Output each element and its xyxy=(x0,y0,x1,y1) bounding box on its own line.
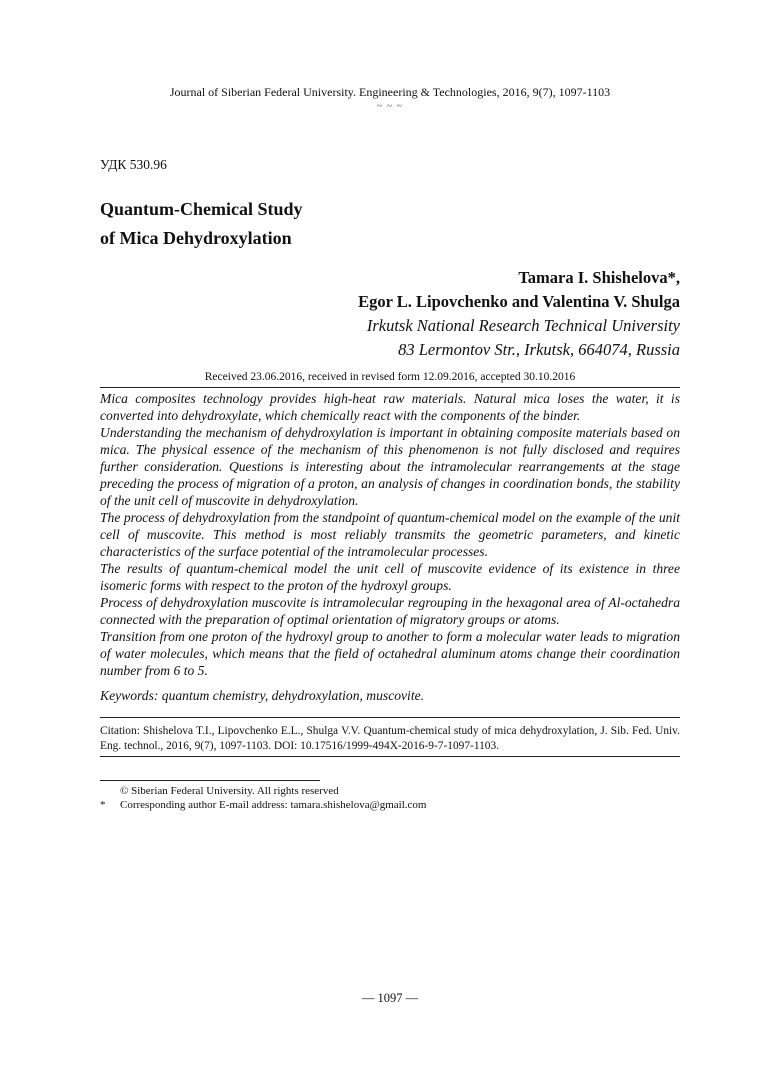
udk-code: УДК 530.96 xyxy=(100,157,167,172)
abstract-top-rule xyxy=(100,387,680,388)
received-dates: Received 23.06.2016, received in revised form 12.09.2016, accepted 30.10.2016 xyxy=(204,371,576,383)
copyright-text: © Siberian Federal University. All rights reserved xyxy=(120,785,339,797)
paper-title xyxy=(100,195,303,253)
abstract-paragraph: Transition from one proton of the hydroxyl group to another to form a molecular water leads to migration of water molecules, which means that the field of octahedral aluminum atoms change their coordination number from 6 to 5. xyxy=(100,629,680,678)
abstract-paragraph: Understanding the mechanism of dehydroxylation is important in obtaining composite materials based on mica. The physical essence of the mechanism of this phenomenon is not fully disclosed and requires further consideration. Questions is interesting about the intramolecular rearrangements at the stage preceding the process of migration of a proton, an analysis of changes in coordination bonds, the stability of the unit cell of muscovite in dehydroxylation. xyxy=(100,425,680,508)
authors-line-1: Tamara I. Shishelova*, xyxy=(518,268,680,287)
abstract-paragraph: Mica composites technology provides high-heat raw materials. Natural mica loses the water, it is converted into dehydroxylate, which chemically react with the components of the binder. xyxy=(100,391,680,423)
paper-title-line-1: Quantum-Chemical Study xyxy=(100,199,303,219)
abstract xyxy=(100,390,680,679)
header-separator: ~ ~ ~ xyxy=(376,101,404,112)
corresponding-author-text: Corresponding author E-mail address: tamara.shishelova@gmail.com xyxy=(120,799,427,811)
footnotes xyxy=(100,784,426,812)
paper-title-line-2: of Mica Dehydroxylation xyxy=(100,228,292,248)
abstract-paragraph: Process of dehydroxylation muscovite is intramolecular regrouping in the hexagonal area of Al-octahedra connected with the preparation of optimal orientation of migratory groups or atoms. xyxy=(100,595,680,627)
copyright-footnote xyxy=(100,784,426,798)
citation-bottom-rule xyxy=(100,756,680,757)
corresponding-author-footnote xyxy=(100,798,426,812)
citation: Citation: Shishelova T.I., Lipovchenko E.L., Shulga V.V. Quantum-chemical study of mica dehydroxylation, J. Sib. Fed. Univ. Eng. technol., 2016, 9(7), 1097-1103. DOI: 10.17516/1999-494X-2016-9-7-1097-1103. xyxy=(100,725,680,752)
footnote-rule xyxy=(100,780,320,781)
keywords: Keywords: quantum chemistry, dehydroxylation, muscovite. xyxy=(100,688,425,703)
citation-top-rule xyxy=(100,717,680,718)
journal-header: Journal of Siberian Federal University. Engineering & Technologies, 2016, 9(7), 1097-1103 xyxy=(169,85,611,99)
abstract-paragraph: The results of quantum-chemical model the unit cell of muscovite evidence of its existence in three isomeric forms with respect to the proton of the hydroxyl groups. xyxy=(100,561,680,593)
abstract-paragraph: The process of dehydroxylation from the standpoint of quantum-chemical model on the example of the unit cell of muscovite. This method is most reliably transmits the geometric parameters, and kinetic characteristics of the surface potential of the intramolecular processes. xyxy=(100,510,680,559)
address: 83 Lermontov Str., Irkutsk, 664074, Russia xyxy=(398,340,680,359)
authors-line-2: Egor L. Lipovchenko and Valentina V. Shulga xyxy=(358,292,680,311)
authors-block xyxy=(358,266,680,362)
affiliation: Irkutsk National Research Technical University xyxy=(366,316,680,335)
page-number: — 1097 — xyxy=(361,991,419,1005)
asterisk-mark: * xyxy=(100,799,106,811)
